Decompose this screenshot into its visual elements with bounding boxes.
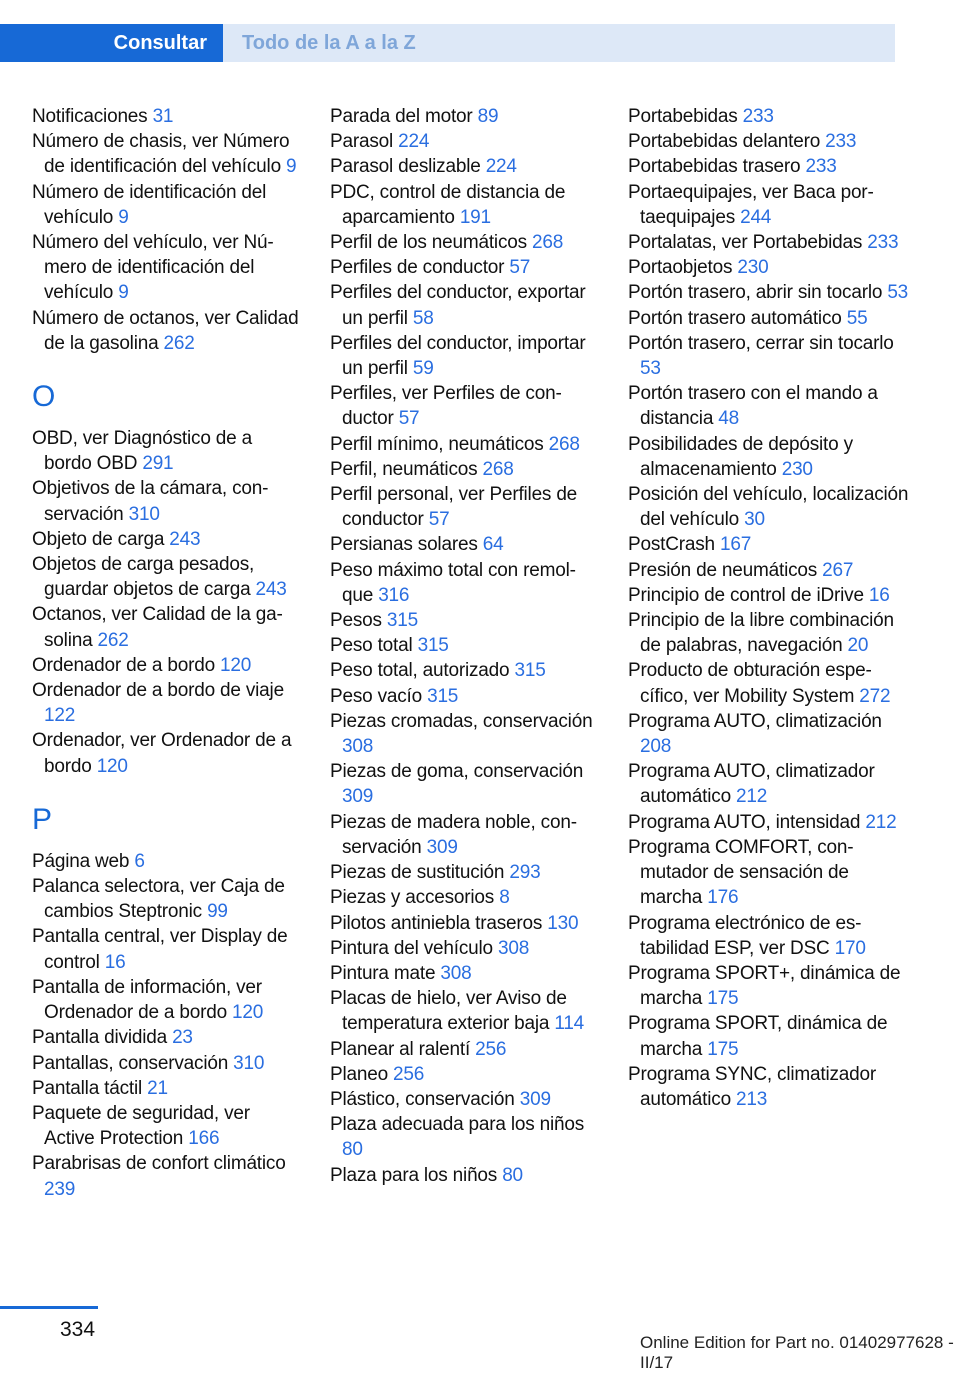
index-entry — [32, 975, 302, 1025]
index-entry — [32, 678, 302, 728]
page-reference-link[interactable]: 309 — [519, 1088, 551, 1110]
page-reference-link[interactable]: 244 — [740, 206, 772, 228]
index-entry — [330, 709, 600, 759]
index-entry — [32, 1151, 302, 1201]
index-entry-text: Piezas de sustitución — [330, 862, 510, 884]
index-entry-text: Pilotos antiniebla traseros — [330, 912, 548, 934]
page-reference-link[interactable]: 120 — [96, 755, 128, 777]
index-entry-text: Piezas de madera noble, conservación — [330, 811, 578, 858]
index-entry — [32, 180, 302, 230]
index-entry — [32, 849, 302, 874]
page-reference-link[interactable]: 315 — [386, 610, 418, 632]
page-reference-link[interactable]: 120 — [232, 1002, 264, 1024]
index-entry — [330, 532, 600, 557]
page-reference-link[interactable]: 230 — [781, 458, 813, 480]
index-entry-text: Programa electrónico de estabilidad ESP, ver DSC — [628, 912, 862, 959]
page-reference-link[interactable]: 8 — [499, 887, 510, 909]
index-entry — [330, 911, 600, 936]
page-reference-link[interactable]: 16 — [104, 951, 126, 973]
index-entry — [628, 583, 912, 608]
index-entry-text: Portabebidas — [628, 106, 743, 127]
page-reference-link[interactable]: 267 — [822, 559, 854, 581]
page-reference-link[interactable]: 233 — [742, 106, 774, 127]
index-entry — [330, 810, 600, 860]
index-entry — [330, 381, 600, 431]
index-entry-text: Piezas cromadas, conservación — [330, 710, 593, 732]
index-entry — [628, 280, 912, 305]
index-entry — [330, 104, 600, 129]
index-entry — [628, 154, 912, 179]
index-entry — [330, 331, 600, 381]
index-entry-text: Paquete de seguridad, ver Active Protection — [32, 1102, 250, 1150]
index-entry-text: Persianas solares — [330, 534, 483, 556]
page-reference-link[interactable]: 262 — [97, 629, 129, 651]
index-entry — [628, 532, 912, 557]
page-reference-link[interactable]: 175 — [707, 1038, 739, 1060]
page-reference-link[interactable]: 308 — [440, 962, 472, 984]
index-entry-text: Principio de control de iDrive — [628, 584, 869, 606]
index-entry-text: Posición del vehículo, localización del vehículo — [628, 484, 909, 531]
page-reference-link[interactable]: 256 — [393, 1063, 425, 1085]
page-reference-link[interactable]: 268 — [482, 458, 514, 480]
index-entry-text: Portaobjetos — [628, 257, 738, 279]
tab-consultar[interactable] — [0, 24, 223, 62]
index-entry — [32, 552, 302, 602]
index-entry — [330, 1112, 600, 1162]
page-reference-link[interactable]: 31 — [152, 106, 174, 127]
index-entry-text: Perfil, neumáticos — [330, 458, 483, 480]
page-reference-link[interactable]: 114 — [554, 1013, 585, 1035]
index-entry-text: Portón trasero con el mando a distancia — [628, 383, 878, 430]
index-entry — [32, 1076, 302, 1101]
index-entry-text: Perfiles, ver Perfiles de conductor — [330, 383, 562, 430]
page-reference-link[interactable]: 191 — [459, 206, 491, 228]
page-reference-link[interactable]: 30 — [744, 509, 765, 531]
index-entry — [628, 129, 912, 154]
page-reference-link[interactable]: 243 — [255, 579, 287, 601]
index-entry — [330, 633, 600, 658]
index-entry-text: PostCrash — [628, 534, 720, 556]
index-entry-text: Octanos, ver Calidad de la gasolina — [32, 604, 283, 651]
index-entry-text: Pantalla de información, ver Ordenador de a bordo — [32, 976, 262, 1024]
index-entry-text: Portalatas, ver Portabebidas — [628, 232, 868, 254]
index-entry — [330, 230, 600, 255]
index-entry-text: Portabebidas delantero — [628, 131, 826, 153]
index-entry — [628, 306, 912, 331]
index-entry-text: Plaza adecuada para los niños — [330, 1114, 585, 1136]
index-entry-text: Peso máximo total con remolque — [330, 559, 576, 606]
index-entry-text: Planear al ralentí — [330, 1038, 476, 1060]
index-entry — [628, 759, 912, 809]
page-reference-link[interactable]: 310 — [128, 503, 160, 525]
index-column-2 — [330, 104, 600, 1188]
index-entry — [32, 230, 302, 306]
index-entry — [330, 684, 600, 709]
index-entry-text: Pantalla dividida — [32, 1027, 173, 1049]
index-entry-text: Perfiles del conductor, exportar un perfil — [330, 282, 586, 329]
index-entry — [32, 426, 302, 476]
page-reference-link[interactable]: 167 — [719, 534, 752, 556]
page-reference-link[interactable]: 57 — [428, 509, 450, 531]
index-entry-text: Peso total, autorizado — [330, 660, 515, 682]
page-reference-link[interactable]: 122 — [44, 705, 76, 727]
index-entry-text: Peso total — [330, 635, 418, 657]
index-entry-text: Plástico, conservación — [330, 1088, 520, 1110]
index-entry-text: Portón trasero, cerrar sin tocarlo — [628, 332, 894, 354]
index-entry — [32, 653, 302, 678]
index-entry — [628, 331, 912, 381]
page-reference-link[interactable]: 58 — [412, 307, 434, 329]
index-entry-text: Número de chasis, ver Número de identificación del vehículo — [32, 131, 290, 178]
page-reference-link[interactable]: 310 — [233, 1052, 265, 1074]
index-entry — [330, 1087, 600, 1112]
index-entry-text: Portabebidas trasero — [628, 156, 806, 178]
index-entry — [32, 728, 302, 778]
index-entry-text: Perfil de los neumáticos — [330, 232, 532, 254]
edition-note: Online Edition for Part no. 01402977628 - II/17 — [640, 1333, 954, 1372]
index-entry — [628, 608, 912, 658]
index-entry-text: Número de octanos, ver Calidad de la gasolina — [32, 307, 299, 354]
index-column-3 — [628, 104, 909, 1112]
page-reference-link[interactable]: 20 — [847, 635, 869, 657]
index-entry-text: Pantalla central, ver Display de control — [32, 926, 288, 973]
index-columns — [0, 104, 960, 1264]
index-entry-text: Perfil mínimo, neumáticos — [330, 433, 549, 455]
index-entry — [330, 129, 600, 154]
index-entry-text: Producto de obturación específico, ver Mobility System — [628, 660, 872, 707]
index-entry-text: Ordenador, ver Ordenador de a bordo — [32, 730, 292, 777]
index-entry — [330, 885, 600, 910]
index-entry — [628, 104, 912, 129]
index-entry-text: Pesos — [330, 610, 387, 632]
page-reference-link[interactable]: 120 — [220, 654, 252, 676]
index-entry-text: Objetivos de la cámara, conservación — [32, 478, 269, 525]
index-entry — [32, 1025, 302, 1050]
page-reference-link[interactable]: 268 — [548, 433, 580, 455]
page-reference-link[interactable]: 309 — [342, 786, 374, 808]
index-entry-text: Programa AUTO, climatización — [628, 710, 882, 732]
page-reference-link[interactable]: 21 — [147, 1077, 168, 1099]
page-reference-link[interactable]: 308 — [497, 937, 530, 959]
page-reference-link[interactable]: 268 — [532, 232, 564, 254]
page-reference-link[interactable]: 6 — [134, 850, 145, 872]
page-reference-link[interactable]: 99 — [207, 901, 228, 923]
index-entry-text: Portón trasero automático — [628, 307, 847, 329]
page-reference-link[interactable]: 233 — [867, 232, 899, 254]
index-entry — [330, 180, 600, 230]
page-reference-link[interactable]: 256 — [475, 1038, 507, 1060]
index-entry-text: Parabrisas de confort climático — [32, 1153, 286, 1175]
page-reference-link[interactable]: 316 — [378, 584, 410, 606]
index-entry — [330, 759, 600, 809]
index-entry — [628, 255, 912, 280]
page-reference-link[interactable]: 170 — [834, 937, 866, 959]
index-entry-text: Programa COMFORT, conmutador de sensación de marcha — [628, 836, 854, 909]
index-entry — [628, 1062, 912, 1112]
page-reference-link[interactable]: 272 — [859, 685, 891, 707]
page-reference-link[interactable]: 243 — [169, 528, 201, 550]
index-entry — [32, 104, 302, 129]
index-entry — [628, 1011, 912, 1061]
tab-consultar-label: Consultar — [113, 31, 207, 54]
section-letter: P — [32, 802, 53, 836]
index-entry — [330, 608, 600, 633]
index-entry — [628, 911, 912, 961]
index-entry — [330, 986, 600, 1036]
index-entry-text: Número del vehículo, ver Número de identificación del vehículo — [32, 232, 274, 304]
index-entry-text: Portaequipajes, ver Baca portaequipajes — [628, 181, 874, 228]
index-entry-text: Programa AUTO, climatizador automático — [628, 761, 875, 808]
page-reference-link[interactable]: 315 — [417, 635, 449, 657]
index-entry-text: Notificaciones — [32, 106, 153, 127]
index-entry — [330, 154, 600, 179]
page-reference-link[interactable]: 293 — [509, 862, 541, 884]
index-entry-text: Perfil personal, ver Perfiles de conductor — [330, 484, 578, 531]
index-entry — [330, 558, 600, 608]
index-entry-text: Pantallas, conservación — [32, 1052, 234, 1074]
page-reference-link[interactable]: 80 — [502, 1164, 523, 1186]
page-reference-link[interactable]: 64 — [482, 534, 504, 556]
page-reference-link[interactable]: 57 — [398, 408, 420, 430]
page-reference-link[interactable]: 176 — [707, 887, 739, 909]
footer-divider — [0, 1306, 98, 1309]
index-entry-text: Principio de la libre combinación de palabras, navegación — [628, 610, 894, 657]
index-entry-text: Posibilidades de depósito y almacenamiento — [628, 433, 853, 480]
index-entry-text: Planeo — [330, 1063, 394, 1085]
index-column-1 — [32, 104, 302, 1202]
page-reference-link[interactable]: 208 — [640, 736, 672, 758]
index-entry — [32, 1051, 302, 1076]
index-entry-text: PDC, control de distancia de aparcamiento — [330, 181, 566, 228]
index-entry-text: Programa AUTO, intensidad — [628, 811, 866, 833]
index-entry — [330, 1037, 600, 1062]
index-entry — [628, 381, 912, 431]
page-reference-link[interactable]: 308 — [342, 736, 374, 758]
index-entry-text: Programa SYNC, climatizador automático — [628, 1063, 877, 1110]
index-entry-text: Pintura mate — [330, 962, 441, 984]
index-entry-text: Presión de neumáticos — [628, 559, 823, 581]
index-entry — [628, 230, 912, 255]
index-entry — [32, 874, 302, 924]
page-reference-link[interactable]: 53 — [640, 358, 661, 380]
index-entry-text: Placas de hielo, ver Aviso de temperatura exterior baja — [330, 988, 567, 1035]
header-bar — [0, 0, 895, 62]
index-entry-text: Objeto de carga — [32, 528, 170, 550]
index-entry — [32, 306, 302, 356]
page-reference-link[interactable]: 213 — [736, 1088, 768, 1110]
index-entry — [330, 961, 600, 986]
page-reference-link[interactable]: 53 — [887, 282, 909, 304]
index-entry-text: Piezas de goma, conservación — [330, 761, 584, 783]
index-entry — [628, 961, 912, 1011]
index-entry-text: Ordenador de a bordo de viaje — [32, 680, 284, 702]
index-entry-text: Perfiles de conductor — [330, 257, 510, 279]
page-reference-link[interactable]: 80 — [342, 1139, 363, 1161]
index-entry — [628, 709, 912, 759]
page-reference-link[interactable]: 230 — [737, 257, 769, 279]
index-entry — [330, 1163, 600, 1188]
page-reference-link[interactable]: 315 — [514, 660, 546, 682]
page-reference-link[interactable]: 23 — [172, 1027, 193, 1049]
index-entry-text: Pantalla táctil — [32, 1077, 148, 1099]
index-entry-text: Página web — [32, 850, 135, 872]
index-entry-text: OBD, ver Diagnóstico de a bordo OBD — [32, 428, 252, 475]
index-entry-text: Parada del motor — [330, 106, 478, 127]
section-letter: O — [32, 380, 56, 414]
index-entry — [330, 860, 600, 885]
index-entry — [32, 924, 302, 974]
page-reference-link[interactable]: 9 — [118, 282, 129, 304]
index-entry-text: Programa SPORT, dinámica de marcha — [628, 1013, 888, 1060]
page-reference-link[interactable]: 224 — [398, 131, 430, 153]
index-entry-text: Objetos de carga pesados, guardar objetos de carga — [32, 554, 256, 601]
index-entry — [330, 1062, 600, 1087]
index-entry — [32, 476, 302, 526]
index-entry — [32, 527, 302, 552]
index-entry — [330, 280, 600, 330]
tab-todo-a-z-label: Todo de la A a la Z — [242, 31, 416, 54]
page-reference-link[interactable]: 55 — [846, 307, 868, 329]
page-reference-link[interactable]: 315 — [427, 685, 459, 707]
index-entry-text: Número de identificación del vehículo — [32, 181, 267, 228]
page-reference-link[interactable]: 166 — [188, 1128, 220, 1150]
page-reference-link[interactable]: 212 — [865, 811, 897, 833]
index-entry-text: Plaza para los niños — [330, 1164, 503, 1186]
index-entry — [330, 255, 600, 280]
page-reference-link[interactable]: 130 — [547, 912, 579, 934]
index-entry-text: Ordenador de a bordo — [32, 654, 221, 676]
index-entry — [330, 482, 600, 532]
index-entry — [628, 810, 912, 835]
index-entry — [330, 432, 600, 457]
page-reference-link[interactable]: 224 — [485, 156, 517, 178]
page-reference-link[interactable]: 16 — [868, 584, 890, 606]
index-entry — [628, 558, 912, 583]
index-entry-text: Parasol deslizable — [330, 156, 486, 178]
page-reference-link[interactable]: 233 — [805, 156, 837, 178]
page-reference-link[interactable]: 48 — [718, 408, 740, 430]
index-entry-text: Portón trasero, abrir sin tocarlo — [628, 282, 888, 304]
page-reference-link[interactable]: 233 — [825, 131, 857, 153]
index-entry-text: Pintura del vehículo — [330, 937, 498, 959]
index-entry — [32, 1101, 302, 1151]
page-reference-link[interactable]: 59 — [412, 358, 434, 380]
page-reference-link[interactable]: 9 — [286, 156, 297, 178]
index-entry — [330, 936, 600, 961]
index-entry-text: Palanca selectora, ver Caja de cambios Steptronic — [32, 876, 285, 923]
page-reference-link[interactable]: 57 — [509, 257, 531, 279]
index-entry — [628, 658, 912, 708]
index-entry — [628, 180, 912, 230]
page-number: 334 — [60, 1318, 96, 1341]
index-entry — [628, 432, 912, 482]
index-entry — [32, 602, 302, 652]
index-entry-text: Peso vacío — [330, 685, 428, 707]
page-reference-link[interactable]: 309 — [426, 836, 458, 858]
index-entry — [330, 658, 600, 683]
index-entry — [330, 457, 600, 482]
index-entry — [628, 482, 912, 532]
page-reference-link[interactable]: 89 — [477, 106, 499, 127]
page-reference-link[interactable]: 9 — [118, 206, 129, 228]
index-entry — [628, 835, 912, 911]
index-entry — [32, 129, 302, 179]
page-reference-link[interactable]: 262 — [163, 332, 195, 354]
page-reference-link[interactable]: 175 — [707, 988, 739, 1010]
page-reference-link[interactable]: 239 — [44, 1178, 76, 1200]
page-reference-link[interactable]: 212 — [736, 786, 768, 808]
tab-todo-a-z[interactable] — [223, 24, 895, 62]
index-entry-text: Programa SPORT+, dinámica de marcha — [628, 962, 901, 1010]
index-entry-text: Parasol — [330, 131, 399, 153]
page-reference-link[interactable]: 291 — [142, 453, 174, 475]
index-entry-text: Perfiles del conductor, importar un perfil — [330, 332, 586, 380]
index-entry-text: Piezas y accesorios — [330, 887, 500, 909]
